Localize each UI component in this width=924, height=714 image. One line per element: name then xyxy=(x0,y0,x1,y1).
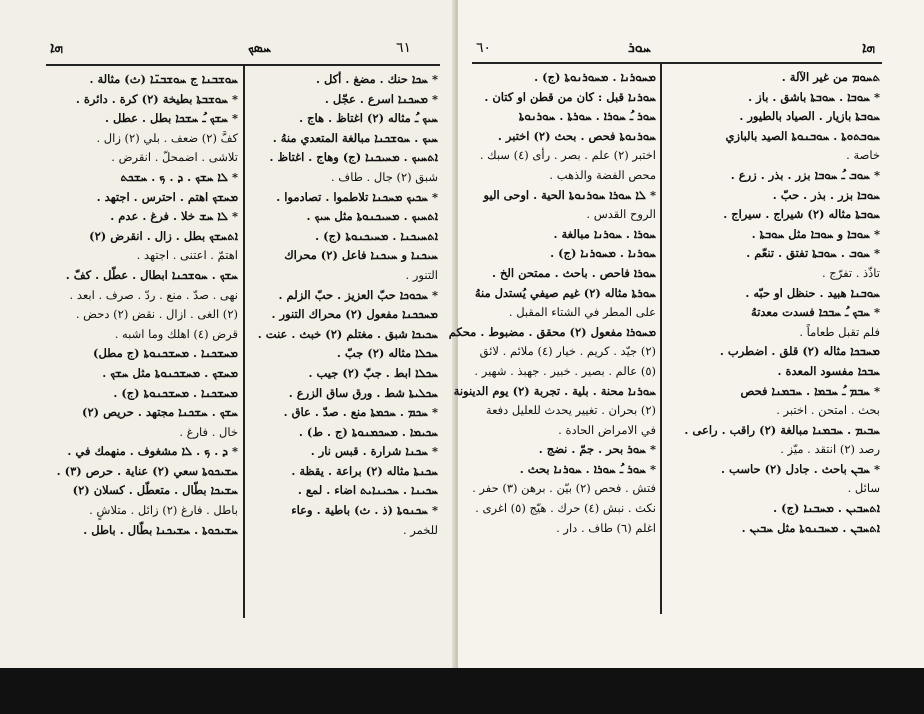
right-page-number: ٦٠ xyxy=(476,40,492,56)
dictionary-line: ܚܟܢܬܐ مثاله (٢) براعة . يقظة . xyxy=(291,463,438,478)
dictionary-line: ܚܫܟ . ܚܘܫܟܢܐ ابطال . عطّل . كفّ . xyxy=(65,267,238,282)
dictionary-line: * ܚܟܡ . ܚܟܡܬܐ منع . صدّ . عاق . xyxy=(283,405,438,420)
dictionary-line: * ܠܐ ܚܘܪܐ ܚܘܪܢܘܬܐ الحية . اوحى اليو xyxy=(483,187,656,202)
dictionary-line: ܐܬܚܝܟ . ܡܚܝܟܢܘܬܐ مثل ܚܝܟ . xyxy=(306,209,438,224)
dictionary-line: ܚܟܝܡܐ . ܡܚܟܡܢܘܬܐ (ج . ط) . xyxy=(298,424,438,439)
dictionary-line: ܡܚܫܟܢܐ . ܡܚܫܟܢܘܬܐ (ج) . xyxy=(113,385,238,400)
dictionary-line: قرض (٤) اهلك وما اشبه . xyxy=(114,326,238,341)
dictionary-line: * ܚܘܫܒܬܐ بطيخة (٢) كرة . دائرة . xyxy=(75,91,238,106)
dictionary-line: ܡܚܫܟܢܐ . ܡܚܫܟܢܘܬܐ (ج مطل) xyxy=(93,346,238,361)
dictionary-line: * ܚܘܪ بحر . جمّ . نضج . xyxy=(538,442,656,457)
dictionary-line: ܐܬܚܝܟܢܐ . ܡܚܝܟܢܘܬܐ (ج) . xyxy=(315,228,438,243)
dictionary-line: * ܚܒܟ ـُ ܚܒܟܐ فسدت معدتهُ xyxy=(751,305,880,320)
dictionary-line: ܡܚܫܟ . ܡܚܫܟܢܘܬܐ مثل ܚܫܟ . xyxy=(102,365,238,380)
dictionary-line: تاذّذ . تفرّج . xyxy=(821,265,880,280)
dictionary-line: ܐܬܚܫܟ بطل . زال . انقرض (٢) xyxy=(89,228,238,243)
dictionary-line: ܚܫܟ . ܚܫܟܢܐ مجتهد . حريص (٢) xyxy=(82,405,238,420)
right-page xyxy=(448,0,924,668)
dictionary-line: * ܚܘܒܐ و ܚܘܒܐ مثل ܚܘܒܬܐ . xyxy=(751,226,880,241)
dictionary-line: خاصة . xyxy=(846,148,880,163)
dictionary-line: * ܚܘܒ . ܚܘܒܬܐ تفتق . تنعّم . xyxy=(746,246,880,261)
dictionary-line: للخمر . xyxy=(402,522,438,537)
dictionary-line: التنور . xyxy=(405,267,438,282)
dictionary-line: ܚܘܪܬܐ مثاله (٢) غيم صيفي يُستدل منهُ xyxy=(474,285,656,300)
dictionary-line: * ܚܟܝܟ ܡܚܟܢܐ تلاطموا . تصادموا . xyxy=(276,189,438,204)
dictionary-line: ܚܫܝܟܘܬܐ سعي (٢) عناية . حرص (٣) . xyxy=(56,463,238,478)
dictionary-line: رصد (٢) انتقد . ميّز . xyxy=(780,442,880,457)
dictionary-line: * ܚܘܪ ـُ ܚܘܪܐ . ܚܘܪܢܐ بحث . xyxy=(519,461,656,476)
dictionary-line: اهتمّ . اعتنى . اجتهد . xyxy=(136,248,238,263)
left-page xyxy=(0,0,456,668)
dictionary-line: ܚܘܪ ـُ ܚܘܪܐ . ܚܘܪܬܐ . ܚܘܪܢܘܬܐ xyxy=(518,109,656,124)
dictionary-line: ܚܟܝܢܐ . ܚܟܝܢܐܝܬ اضاء . لمع . xyxy=(297,483,438,498)
dictionary-line: في الامراض الحادة . xyxy=(558,422,656,437)
dictionary-line: * ܕ . ܟ . ܠܐ مشغوف . منهمك في . xyxy=(67,444,238,459)
dictionary-line: فتش . فحص (٢) بيّن . برهن (٣) حفر . xyxy=(472,481,656,496)
dictionary-line: * ܠܐ ܚܫ خلا . فرغ . عدم . xyxy=(110,209,238,224)
dictionary-line: تلاشى . اضمحلّ . انقرض . xyxy=(111,150,238,165)
dictionary-line: ܡܚܘܪܢܐ . ܡܚܘܪܢܘܬܐ (ج) . xyxy=(534,70,656,84)
dictionary-line: نكث . نبش (٤) حرك . هيّج (٥) اغرى . xyxy=(475,501,656,516)
dictionary-line: ܚܘܪܢܐ . ܡܚܘܪܢܐ (ج) . xyxy=(550,246,656,261)
right-header-center-word: ܚܘܪ xyxy=(628,40,651,56)
dictionary-line: ܚܘܫܒܢܐ ج ܚܘܫܒܢ̈ܐ (ث) مثالة . xyxy=(89,72,238,86)
dictionary-line: ܚܝܟ ـُ مثاله (٢) اغتاظ . هاج . xyxy=(299,111,438,126)
left-column-divider xyxy=(243,66,245,618)
scan-bottom-edge xyxy=(0,668,924,714)
right-column-right xyxy=(666,68,880,538)
dictionary-line: شبق (٢) جال . طاف . xyxy=(331,169,438,184)
dictionary-line: ܚܫܝܟܘܬܐ . ܚܫܝܟܢܐ بطّال . باطل . xyxy=(83,522,238,537)
right-column-left xyxy=(448,68,656,538)
left-header-center-word: ܚܣܟ xyxy=(248,40,272,56)
dictionary-line: الروح القدس . xyxy=(586,207,656,222)
left-column-left xyxy=(56,70,238,540)
dictionary-line: ܚܘܒܢܐ هبيد . حنظل او حبّه . xyxy=(745,285,880,300)
dictionary-line: ܬܚܘܡ من غير الآلة . xyxy=(781,70,880,84)
dictionary-line: * ܠܐ ܚܫܟ . ܕ . ܟ . ܚܫܟܬ xyxy=(120,169,238,184)
dictionary-line: كفَّ (٢) ضعف . بلي (٢) زال . xyxy=(96,130,238,145)
dictionary-line: محص الفضة والذهب . xyxy=(549,167,656,182)
dictionary-line: ܡܚܟܟܢܐ مفعول (٢) محراك التنور . xyxy=(271,307,438,322)
dictionary-line: ܚܘܒܬܐ بازيار . الصياد بالطيور . xyxy=(739,109,880,124)
dictionary-line: ܚܟܠܐ مثاله (٢) جبّ . xyxy=(336,346,438,361)
dictionary-line: ܚܫܝܟܐ بطّال . متعطّل . كسلان (٢) xyxy=(72,483,238,498)
dictionary-line: * ܚܒܡ ـُ ܚܒܡܐ . ܚܒܡܢܐ فحص xyxy=(740,383,880,398)
dictionary-line: باطل . فارغ (٢) زائل . متلاشٍ . xyxy=(89,503,238,518)
dictionary-line: (٢) بحران . تغيير يحدث للعليل دفعة xyxy=(485,403,656,418)
dictionary-line: ܚܝܟܢܐ و ܚܝܟܢܐ فاعل (٢) محراك xyxy=(284,248,438,263)
dictionary-line: نهى . صدّ . منع . ردّ . صرف . ابعد . xyxy=(69,287,238,302)
dictionary-line: ܚܟܠܝܬܐ شط . ورق ساق الزرع . xyxy=(288,385,438,400)
dictionary-line: ܡܚܘܪܐ مفعول (٢) محقق . مضبوط . محكم xyxy=(448,324,656,339)
dictionary-line: ܚܘܒܬܐ مثاله (٢) شيراج . سيراج . xyxy=(723,207,880,222)
dictionary-line: اختبر (٢) علم . بصر . رأى (٤) سبك . xyxy=(479,148,656,163)
dictionary-line: (٢) جيّد . كريم . خيار (٤) ملائم . لائق xyxy=(479,344,656,359)
dictionary-line: ܐܬܚܒܝܢ . ܡܚܒܢܐ (ج) . xyxy=(773,501,880,516)
dictionary-line: ܚܒܝܡ . ܚܒܡܢܐ مبالغة (٢) راقب . راعى . xyxy=(684,422,880,437)
dictionary-line: * ܡܚܟܢܐ اسرع . عجّل . xyxy=(324,91,438,106)
dictionary-line: ܚܘܒܬܘܬܐ . ܚܘܒܢܘܬܐ الصيد بالبازي xyxy=(725,128,880,143)
dictionary-line: * ܚܟܢܘܬܐ (ذ . ث) باطية . وعاء xyxy=(291,503,438,518)
dictionary-line: ܚܘܒܐ بزر . بذر . حبّ . xyxy=(772,187,880,202)
dictionary-line: ܚܟܠܐ ابط . جبّ (٢) جيب . xyxy=(308,365,438,380)
dictionary-line: سائل . xyxy=(847,481,880,496)
dictionary-line: (٢) الغى . ازال . نقض (٢) دحض . xyxy=(75,307,238,322)
dictionary-line: ܚܘܪܢܐ قبل : كان من قطن او كتان . xyxy=(484,89,656,104)
dictionary-line: ܡܚܫܟ اهتم . احترس . اجتهد . xyxy=(96,189,238,204)
dictionary-line: * ܚܒܢ باحث . جادل (٢) حاسب . xyxy=(721,461,880,476)
left-column-right xyxy=(248,70,438,540)
right-header-guide-word: ܗܐ xyxy=(862,40,875,56)
dictionary-line: ܚܘܪܢܘܬܐ فحص . بحث (٢) اختبر . xyxy=(497,128,656,143)
dictionary-line: ܚܟܝܟܐ شبق . مغتلم (٢) خبث . عنت . xyxy=(257,326,438,341)
dictionary-line: على المطر في الشتاء المقبل . xyxy=(508,305,656,320)
left-header-guide-word: ܗܐ xyxy=(50,40,63,56)
dictionary-line: ܡܚܒܟܐ مثاله (٢) قلق . اضطرب . xyxy=(719,344,880,359)
dictionary-line: * ܚܫܟ ـُ ܚܫܟܐ بطل . عطل . xyxy=(105,111,238,126)
left-page-number: ٦١ xyxy=(396,40,412,56)
dictionary-line: (٥) عالم . بصير . خبير . جهبذ . شهير . xyxy=(474,363,656,378)
dictionary-line: * ܚܟܐ حنك . مضغ . أكل . xyxy=(315,72,438,86)
dictionary-line: ܚܘܪܐ . ܚܘܪܢܐ مبالغة . xyxy=(553,226,656,241)
right-column-divider xyxy=(660,64,662,614)
dictionary-line: * ܚܟܘܟܐ حبّ العزيز . حبّ الزلم . xyxy=(278,287,438,302)
dictionary-line: خال . فارغ . xyxy=(179,424,238,439)
dictionary-line: ܚܒܟܐ مفسود المعدة . xyxy=(777,363,880,378)
dictionary-line: اغلم (٦) طاف . دار . xyxy=(556,520,656,535)
right-header-rule xyxy=(472,62,882,64)
dictionary-line: * ܚܘܒ ـُ ܚܘܒܐ بزر . بذر . زرع . xyxy=(730,167,880,182)
dictionary-line: * ܚܘܒܐ . ܚܘܒܬܐ باشق . باز . xyxy=(748,89,880,104)
dictionary-line: فلم تقبل طعاماً . xyxy=(799,324,880,339)
dictionary-line: ܚܘܪܢܐ محنة . بلية . تجربة (٢) يوم الدينونة xyxy=(453,383,656,398)
dictionary-line: ܚܘܪܐ فاحص . باحث . ممتحن الخ . xyxy=(492,265,656,280)
dictionary-line: ܐܬܚܒܢ . ܡܚܒܢܘܬܐ مثل ܚܒܝܢ . xyxy=(741,520,880,535)
dictionary-line: بحث . امتحن . اختبر . xyxy=(776,403,880,418)
dictionary-line: ܚܝܟ . ܚܘܫܟܢܐ مبالغة المتعدي منهُ . xyxy=(272,130,438,145)
dictionary-line: ܐܬܚܝܟ . ܡܚܝܟܢܐ (ج) وهاج . اغتاظ . xyxy=(269,150,438,165)
dictionary-line: * ܚܟܢܐ شرارة . قبس نار . xyxy=(310,444,438,459)
